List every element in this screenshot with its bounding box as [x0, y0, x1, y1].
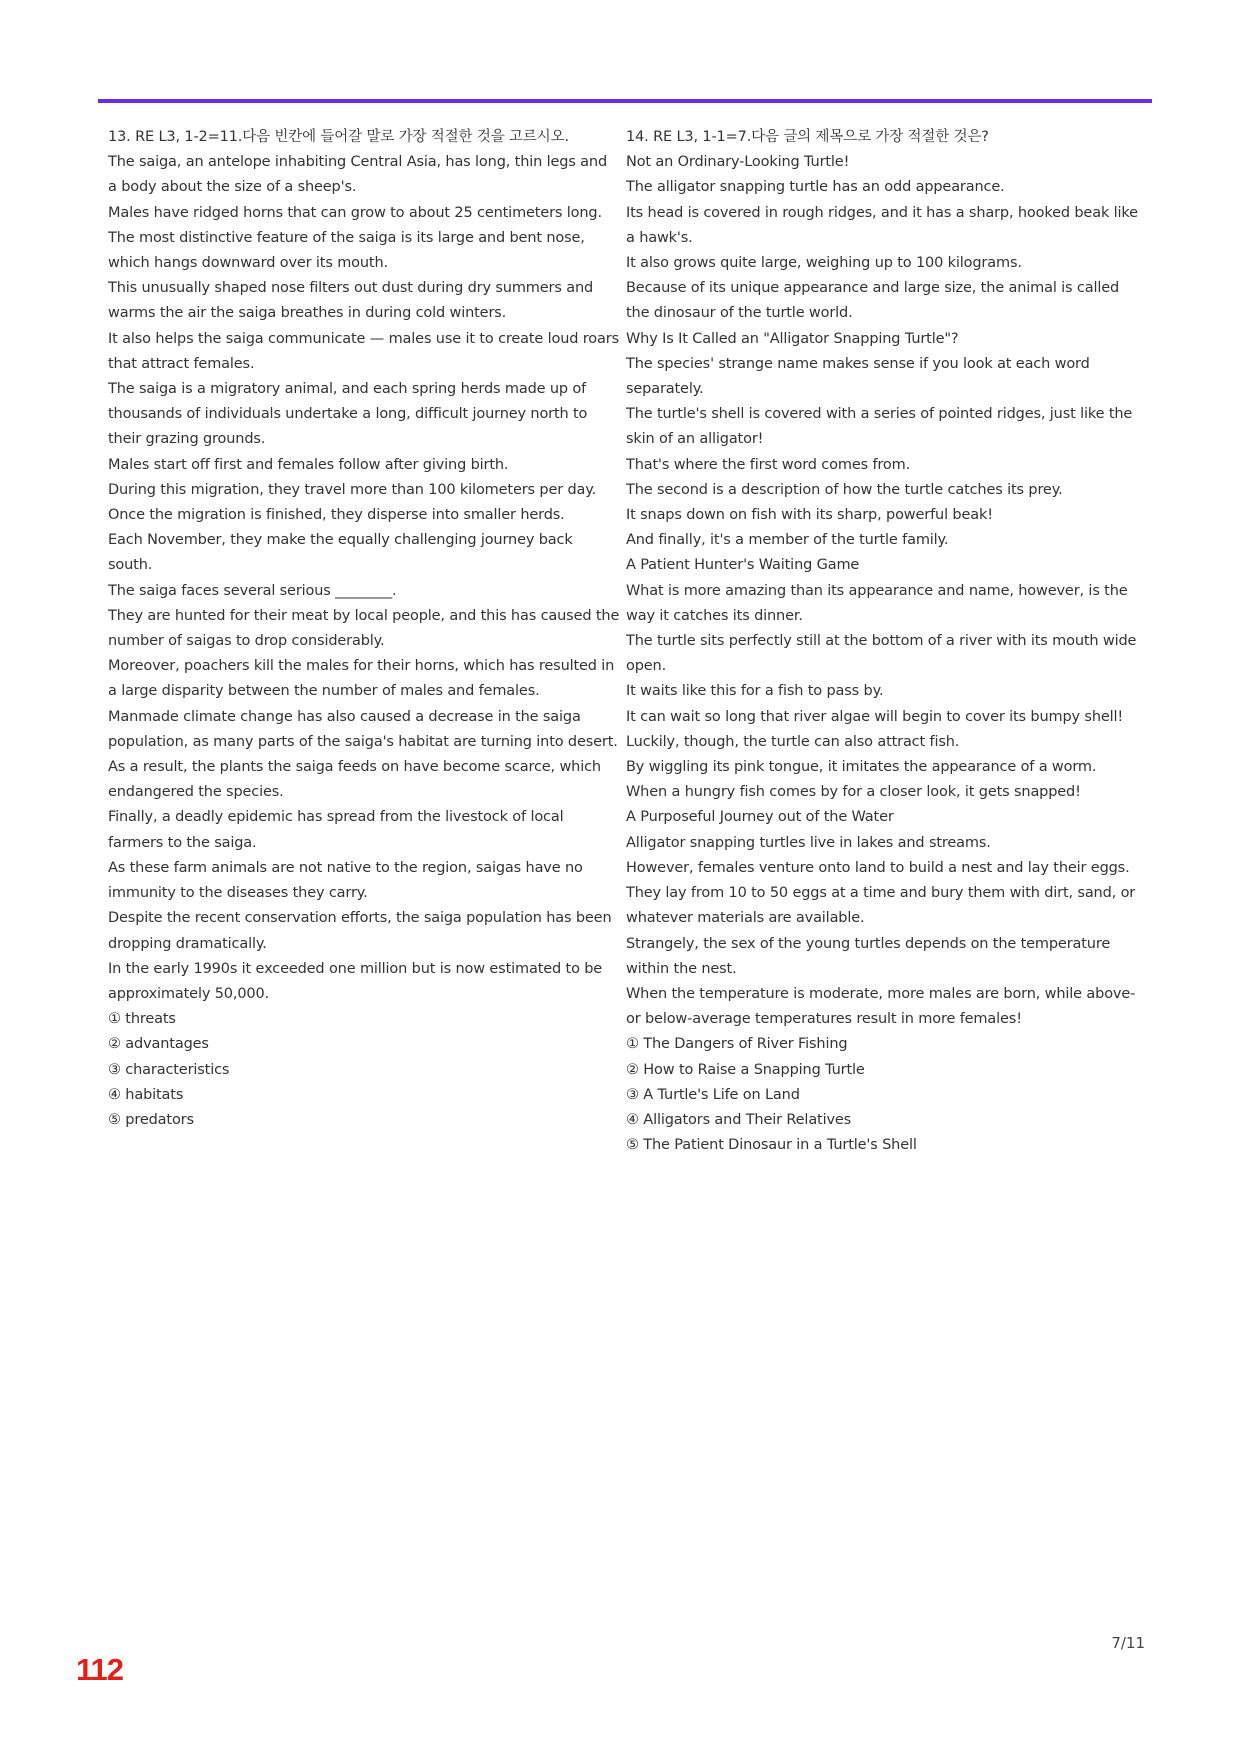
question-13-passage	[108, 150, 620, 1007]
passage-line: In the early 1990s it exceeded one million but is now estimated to be approximately 50,000.	[108, 960, 603, 1002]
passage-line: They lay from 10 to 50 eggs at a time and bury them with dirt, sand, or whatever materials are available.	[626, 885, 1136, 927]
passage-line: Because of its unique appearance and large size, the animal is called the dinosaur of the turtle world.	[626, 280, 1120, 322]
answer-option-3: ③ characteristics	[108, 1061, 230, 1078]
passage-line: By wiggling its pink tongue, it imitates the appearance of a worm.	[626, 759, 1097, 776]
passage-line: And finally, it's a member of the turtle family.	[626, 532, 949, 549]
passage-line: Moreover, poachers kill the males for their horns, which has resulted in a large disparity between the number of males and females.	[108, 658, 615, 700]
passage-line: Its head is covered in rough ridges, and it has a sharp, hooked beak like a hawk's.	[626, 204, 1138, 246]
passage-line: During this migration, they travel more than 100 kilometers per day.	[108, 481, 597, 498]
passage-line-blank: The saiga faces several serious ________.	[108, 582, 397, 599]
question-14-options	[626, 1032, 1138, 1158]
answer-option-5: ⑤ predators	[108, 1111, 194, 1128]
passage-line: What is more amazing than its appearance and name, however, is the way it catches its dinner.	[626, 582, 1128, 624]
passage-line: Finally, a deadly epidemic has spread from the livestock of local farmers to the saiga.	[108, 809, 564, 851]
answer-option-2: ② advantages	[108, 1036, 209, 1053]
passage-line: As these farm animals are not native to the region, saigas have no immunity to the diseases they carry.	[108, 859, 583, 902]
question-13	[108, 125, 620, 1133]
answer-option-3: ③ A Turtle's Life on Land	[626, 1086, 800, 1103]
passage-line: Manmade climate change has also caused a decrease in the saiga population, as many parts of the saiga's habitat are turning into desert.	[108, 708, 618, 750]
page-indicator: 7/11	[1111, 1634, 1145, 1652]
passage-line: Males have ridged horns that can grow to about 25 centimeters long.	[108, 204, 602, 221]
answer-option-1: ① threats	[108, 1011, 176, 1028]
question-13-header: 13. RE L3, 1-2=11.다음 빈칸에 들어갈 말로 가장 적절한 것을 고르시오.	[108, 129, 569, 145]
answer-option-5: ⑤ The Patient Dinosaur in a Turtle's Shell	[626, 1137, 917, 1154]
passage-line: Strangely, the sex of the young turtles depends on the temperature within the nest.	[626, 935, 1111, 977]
passage-line: When a hungry fish comes by for a closer look, it gets snapped!	[626, 784, 1081, 801]
passage-line: As a result, the plants the saiga feeds on have become scarce, which endangered the species.	[108, 759, 601, 801]
passage-line: Alligator snapping turtles live in lakes and streams.	[626, 834, 991, 851]
passage-line: Not an Ordinary-Looking Turtle!	[626, 154, 850, 171]
passage-line: It can wait so long that river algae will begin to cover its bumpy shell!	[626, 708, 1124, 725]
passage-line: Why Is It Called an "Alligator Snapping Turtle"?	[626, 330, 959, 347]
question-14-passage	[626, 150, 1138, 1032]
passage-line: The saiga, an antelope inhabiting Central Asia, has long, thin legs and a body about the size of a sheep's.	[108, 154, 608, 196]
answer-option-1: ① The Dangers of River Fishing	[626, 1036, 848, 1053]
answer-option-4: ④ Alligators and Their Relatives	[626, 1111, 852, 1128]
passage-line: The saiga is a migratory animal, and each spring herds made up of thousands of individuals undertake a long, difficult journey north to their grazing grounds.	[108, 381, 588, 448]
passage-line: Each November, they make the equally challenging journey back south.	[108, 532, 573, 574]
passage-line: However, females venture onto land to build a nest and lay their eggs.	[626, 859, 1130, 876]
passage-line: This unusually shaped nose filters out dust during dry summers and warms the air the saiga breathes in during cold winters.	[108, 280, 594, 322]
passage-line: The turtle sits perfectly still at the bottom of a river with its mouth wide open.	[626, 633, 1137, 675]
passage-line: When the temperature is moderate, more males are born, while above- or below-average temperatures result in more females!	[626, 985, 1136, 1028]
question-13-options	[108, 1007, 620, 1133]
passage-line: It waits like this for a fish to pass by.	[626, 683, 884, 700]
passage-line: Males start off first and females follow after giving birth.	[108, 456, 509, 473]
question-14	[626, 125, 1138, 1158]
passage-line: Once the migration is finished, they disperse into smaller herds.	[108, 507, 565, 524]
passage-line: That's where the first word comes from.	[626, 456, 911, 473]
passage-line: It also grows quite large, weighing up to 100 kilograms.	[626, 255, 1022, 272]
passage-line: Luckily, though, the turtle can also attract fish.	[626, 733, 960, 750]
passage-line: A Patient Hunter's Waiting Game	[626, 557, 860, 574]
passage-line: The second is a description of how the turtle catches its prey.	[626, 481, 1063, 498]
question-14-header: 14. RE L3, 1-1=7.다음 글의 제목으로 가장 적절한 것은?	[626, 129, 989, 145]
answer-option-2: ② How to Raise a Snapping Turtle	[626, 1061, 865, 1078]
passage-line: The species' strange name makes sense if you look at each word separately.	[626, 355, 1090, 398]
passage-line: Despite the recent conservation efforts, the saiga population has been dropping dramatically.	[108, 910, 612, 952]
passage-line: The most distinctive feature of the saiga is its large and bent nose, which hangs downward over its mouth.	[108, 229, 585, 272]
passage-line: They are hunted for their meat by local people, and this has caused the number of saigas to drop considerably.	[108, 607, 620, 650]
passage-line: The alligator snapping turtle has an odd appearance.	[626, 179, 1005, 196]
passage-line: It snaps down on fish with its sharp, powerful beak!	[626, 507, 993, 524]
passage-line: The turtle's shell is covered with a series of pointed ridges, just like the skin of an alligator!	[626, 406, 1133, 448]
passage-line: It also helps the saiga communicate — males use it to create loud roars that attract females.	[108, 330, 619, 372]
page-number: 112	[76, 1652, 124, 1687]
passage-line: A Purposeful Journey out of the Water	[626, 809, 894, 826]
header-accent-rule	[98, 99, 1152, 103]
answer-option-4: ④ habitats	[108, 1086, 184, 1103]
